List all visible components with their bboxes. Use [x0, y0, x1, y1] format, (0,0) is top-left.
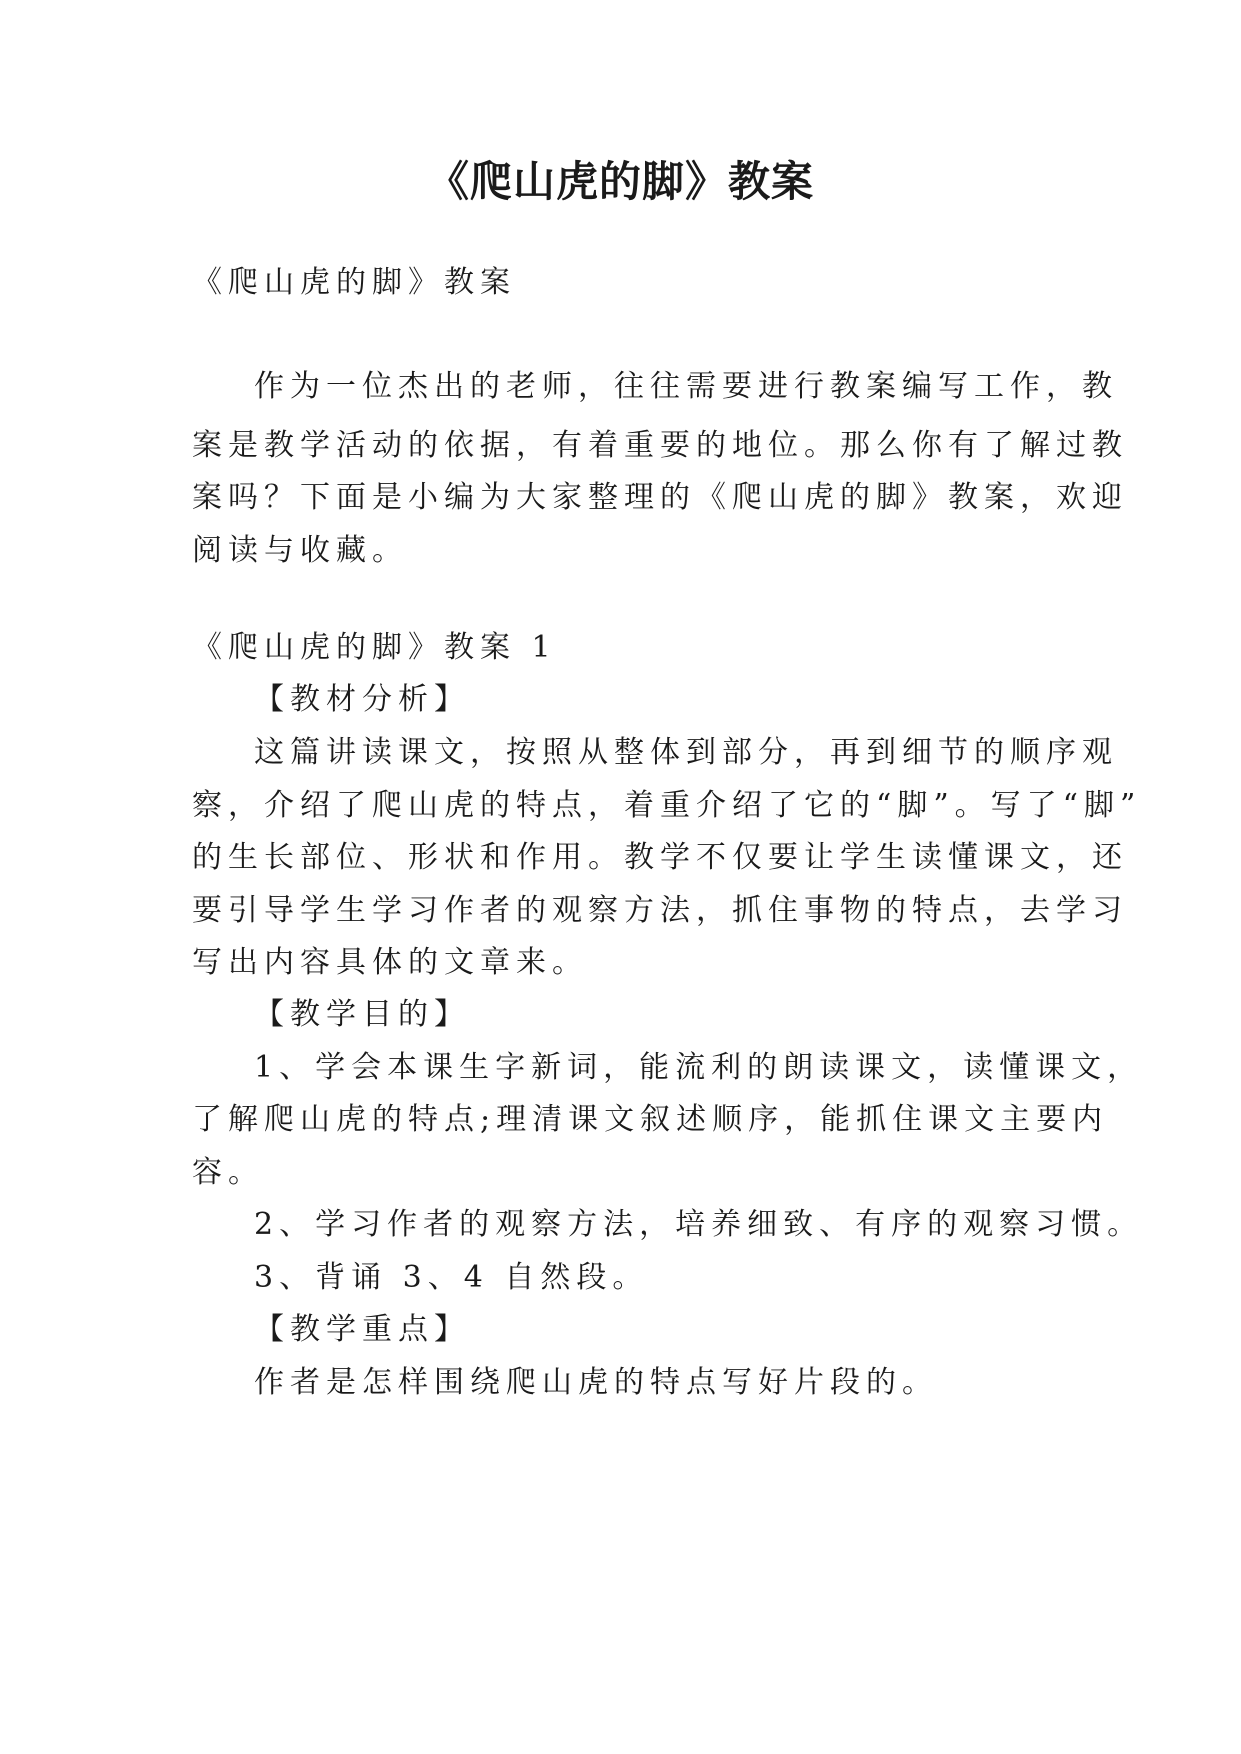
material-line: 的生长部位、形状和作用。教学不仅要让学生读懂课文，还 [192, 840, 1128, 875]
section-heading-goals: 【教学目的】 [254, 997, 470, 1032]
intro-line: 案是教学活动的依据，有着重要的地位。那么你有了解过教 [192, 428, 1128, 463]
intro-line: 阅读与收藏。 [192, 533, 408, 568]
section-heading-key: 【教学重点】 [254, 1312, 470, 1347]
document-subtitle: 《爬山虎的脚》教案 [192, 265, 516, 300]
goal-line: 容。 [192, 1155, 264, 1190]
intro-line: 案吗？下面是小编为大家整理的《爬山虎的脚》教案，欢迎 [192, 480, 1128, 515]
material-line: 写出内容具体的文章来。 [192, 945, 588, 980]
material-line: 要引导学生学习作者的观察方法，抓住事物的特点，去学习 [192, 893, 1128, 928]
intro-line: 作为一位杰出的老师，往往需要进行教案编写工作，教 [254, 369, 1118, 404]
section-heading-material: 【教材分析】 [254, 682, 470, 717]
key-line: 作者是怎样围绕爬山虎的特点写好片段的。 [254, 1365, 938, 1400]
material-line: 这篇讲读课文，按照从整体到部分，再到细节的顺序观 [254, 735, 1118, 770]
goal-line: 2、学习作者的观察方法，培养细致、有序的观察习惯。 [254, 1207, 1144, 1242]
goal-line: 1、学会本课生字新词，能流利的朗读课文，读懂课文， [254, 1050, 1144, 1085]
section-title: 《爬山虎的脚》教案 1 [192, 630, 557, 665]
document-title: 《爬山虎的脚》教案 [426, 157, 814, 206]
goal-line: 了解爬山虎的特点;理清课文叙述顺序，能抓住课文主要内 [192, 1102, 1109, 1137]
material-line: 察，介绍了爬山虎的特点，着重介绍了它的“脚”。写了“脚” [192, 788, 1142, 823]
goal-line: 3、背诵 3、4 自然段。 [254, 1260, 649, 1295]
